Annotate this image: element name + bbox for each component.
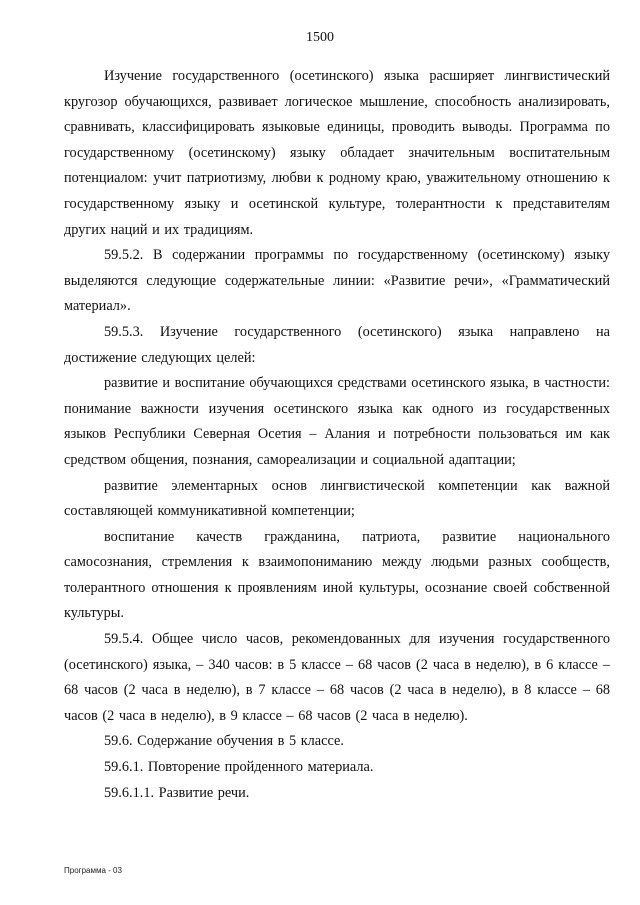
paragraph-goal-3: воспитание качеств гражданина, патриота, развитие национального самосознания, стремления к взаимопониманию между людьми разных сообществ, толерантного отношения к проявлениям иной культуры, осознание своей собственной культуры. <box>64 528 610 622</box>
paragraph-59-6: 59.6. Содержание обучения в 5 классе. <box>104 733 344 750</box>
paragraph-59-5-3: 59.5.3. Изучение государственного (осетинского) языка направлено на достижение следующих целей: <box>64 323 610 366</box>
paragraph-59-5-4: 59.5.4. Общее число часов, рекомендованных для изучения государственного (осетинского) языка, – 340 часов: в 5 классе – 68 часов (2 часа в неделю), в 6 классе – 68 часов (2 часа в неделю), в 7 классе – 68 часов (2 часа в неделю), в 8 классе – 68 часов (2 часа в неделю), в 9 классе – 68 часов (2 часа в неделю). <box>64 631 610 724</box>
footer-program-code: Программа - 03 <box>64 866 122 875</box>
paragraph-goal-1: развитие и воспитание обучающихся средствами осетинского языка, в частности: понимание важности изучения осетинского языка как одного из государственных языков Республики Северная Осетия – Алания и потребности пользоваться им как средством общения, познания, самореализации и социальной адаптации; <box>64 375 610 468</box>
paragraph-59-6-1: 59.6.1. Повторение пройденного материала. <box>104 759 374 776</box>
paragraph-59-5-2: 59.5.2. В содержании программы по государственному (осетинскому) языку выделяются следующие содержательные линии: «Развитие речи», «Грамматический материал». <box>64 247 610 315</box>
paragraph-intro: Изучение государственного (осетинского) языка расширяет лингвистический кругозор обучающихся, развивает логическое мышление, способность анализировать, сравнивать, классифицировать языковые единицы, проводить выводы. Программа по государственному (осетинскому) языку обладает значительным воспитательным потенциалом: учит патриотизму, любви к родному краю, уважительному отношению к государственному языку и осетинской культуре, толерантности к представителям других наций и их традициям. <box>64 68 610 238</box>
document-body <box>64 64 610 806</box>
paragraph-59-6-1-1: 59.6.1.1. Развитие речи. <box>104 784 250 801</box>
paragraph-goal-2: развитие элементарных основ лингвистической компетенции как важной составляющей коммуникативной компетенции; <box>64 477 610 520</box>
page-number: 1500 <box>306 30 334 45</box>
